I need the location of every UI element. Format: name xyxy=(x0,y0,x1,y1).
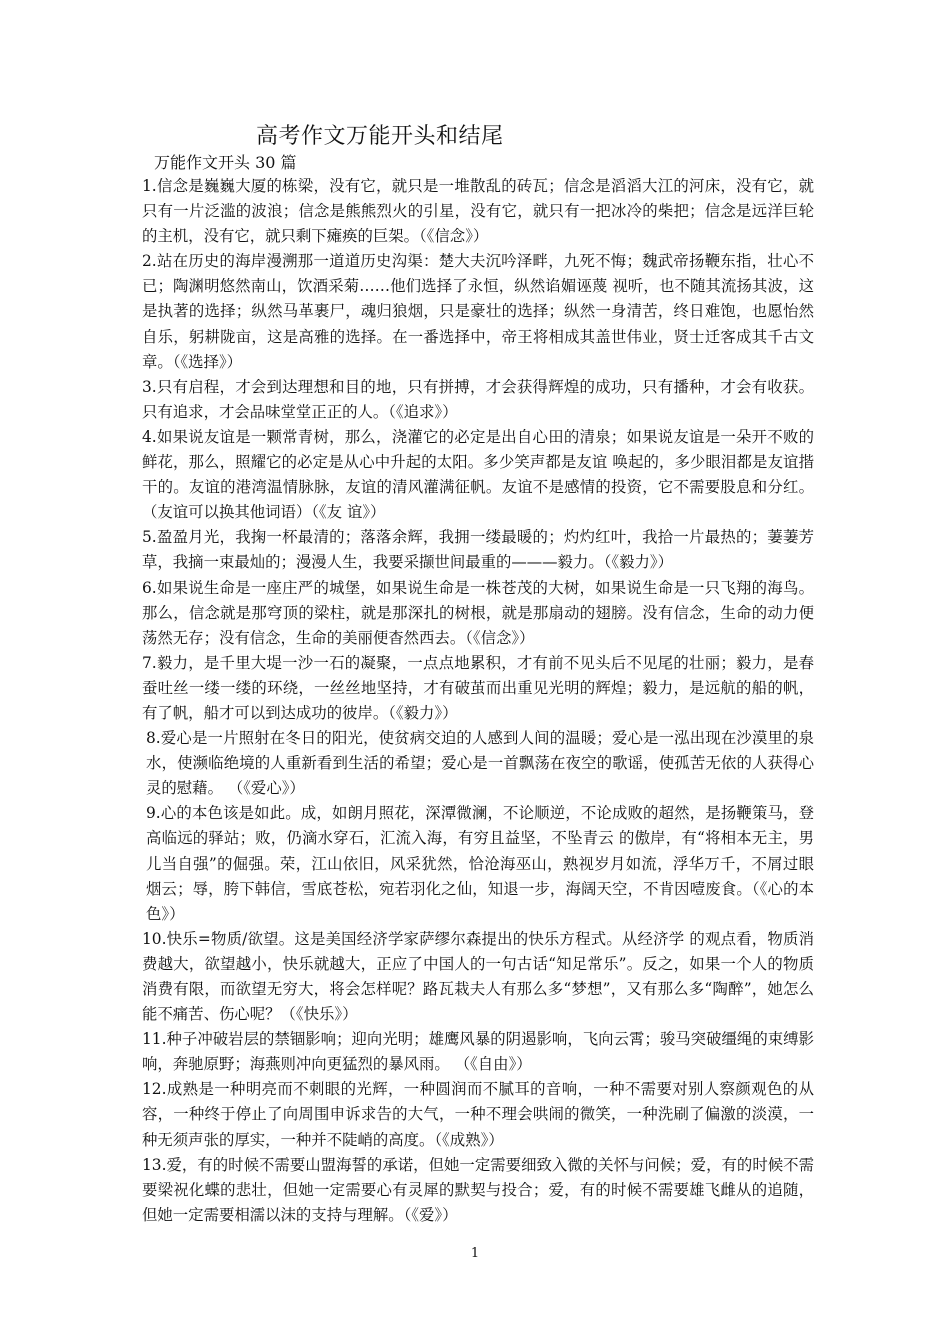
paragraph-9: 9.心的本色该是如此。成，如朗月照花，深潭微澜，不论顺逆，不论成败的超然，是扬鞭策马，登高临远的驿站；败，仍滴水穿石，汇流入海，有穷且益坚，不坠青云 的傲岸，有“将相本无主，男儿当自强”的倔强。荣，江山依旧，风采犹然，恰沧海巫山，熟视岁月如流，浮华万千，不屑过眼烟云；辱，胯下韩信，雪底苍松，宛若羽化之仙，知退一步，海阔天空，不肯因噎废食。（《心的本色》） xyxy=(146,804,814,923)
paragraph-7: 7.毅力，是千里大堤一沙一石的凝聚，一点点地累积，才有前不见头后不见尾的壮丽；毅力，是春蚕吐丝一缕一缕的环绕，一丝丝地坚持，才有破茧而出重见光明的辉煌；毅力，是远航的船的帆，有了帆，船才可以到达成功的彼岸。（《毅力》） xyxy=(142,653,814,722)
paragraph-10: 10.快乐=物质/欲望。这是美国经济学家萨缪尔森提出的快乐方程式。从经济学 的观点看，物质消费越大，欲望越小，快乐就越大，正应了中国人的一句古话“知足常乐”。反之，如果一个人的物质消费有限，而欲望无穷大，将会怎样呢？路瓦栽夫人有那么多“梦想”，又有那么多“陶醉”，她怎么能不痛苦、伤心呢？（《快乐》） xyxy=(142,929,814,1024)
page-number: 1 xyxy=(470,1246,480,1261)
paragraph-1: 1.信念是巍巍大厦的栋梁，没有它，就只是一堆散乱的砖瓦；信念是滔滔大江的河床，没有它，就只有一片泛滥的波浪；信念是熊熊烈火的引星，没有它，就只有一把冰冷的柴把；信念是远洋巨轮的主机，没有它，就只剩下瘫痪的巨架。（《信念》） xyxy=(142,177,814,246)
paragraph-13: 13.爱，有的时候不需要山盟海誓的承诺，但她一定需要细致入微的关怀与问候；爱，有的时候不需要梁祝化蝶的悲壮，但她一定需要心有灵犀的默契与投合；爱，有的时候不需要雄飞雌从的追随，但她一定需要相濡以沫的支持与理解。（《爱》） xyxy=(142,1155,814,1224)
paragraph-4: 4.如果说友谊是一颗常青树，那么，浇灌它的必定是出自心田的清泉；如果说友谊是一朵开不败的鲜花，那么，照耀它的必定是从心中升起的太阳。多少笑声都是友谊 唤起的，多少眼泪都是友谊揩干的。友谊的港湾温情脉脉，友谊的清风灌满征帆。友谊不是感情的投资，它不需要股息和分红。（友谊可以换其他词语）（《友 谊》） xyxy=(142,427,814,522)
paragraph-6: 6.如果说生命是一座庄严的城堡，如果说生命是一株苍茂的大树，如果说生命是一只飞翔的海鸟。那么，信念就是那穹顶的梁柱，就是那深扎的树根，就是那扇动的翅膀。没有信念，生命的动力便荡然无存；没有信念，生命的美丽便杳然西去。（《信念》） xyxy=(142,578,814,647)
paragraph-5: 5.盈盈月光，我掬一杯最清的；落落余辉，我拥一缕最暖的；灼灼红叶，我拾一片最热的；萋萋芳草，我摘一束最灿的；漫漫人生，我要采撷世间最重的———毅力。（《毅力》） xyxy=(142,528,814,572)
section-heading: 万能作文开头 30 篇 xyxy=(154,153,297,172)
paragraph-12: 12.成熟是一种明亮而不刺眼的光辉，一种圆润而不腻耳的音响，一种不需要对别人察颜观色的从容，一种终于停止了向周围申诉求告的大气，一种不理会哄闹的微笑，一种洗刷了偏激的淡漠，一种无须声张的厚实，一种并不陡峭的高度。（《成熟》） xyxy=(142,1080,814,1149)
paragraph-3: 3.只有启程，才会到达理想和目的地，只有拼搏，才会获得辉煌的成功，只有播种，才会有收获。只有追求，才会品味堂堂正正的人。（《追求》） xyxy=(142,377,814,421)
paragraph-11: 11.种子冲破岩层的禁锢影响；迎向光明；雄鹰风暴的阴遏影响，飞向云霄；骏马突破缰绳的束缚影响，奔驰原野；海燕则冲向更猛烈的暴风雨。 （《自由》） xyxy=(142,1030,814,1074)
document-title: 高考作文万能开头和结尾 xyxy=(256,124,504,149)
document-body xyxy=(142,174,814,1228)
paragraph-8: 8.爱心是一片照射在冬日的阳光，使贫病交迫的人感到人间的温暖；爱心是一泓出现在沙漠里的泉水，使濒临绝境的人重新看到生活的希望；爱心是一首飘荡在夜空的歌谣，使孤苦无依的人获得心灵的慰藉。 （《爱心》） xyxy=(146,729,814,798)
paragraph-2: 2.站在历史的海岸漫溯那一道道历史沟渠：楚大夫沉吟泽畔，九死不悔；魏武帝扬鞭东指，壮心不已；陶渊明悠然南山，饮酒采菊……他们选择了永恒，纵然谄媚诬蔑 视听，也不随其流扬其波，这是执著的选择；纵然马革裹尸，魂归狼烟，只是豪壮的选择；纵然一身清苦，终日难饱，也愿怡然自乐，躬耕陇亩，这是高雅的选择。在一番选择中，帝王将相成其盖世伟业，贤士迁客成其千古文章。（《选择》） xyxy=(142,252,814,371)
